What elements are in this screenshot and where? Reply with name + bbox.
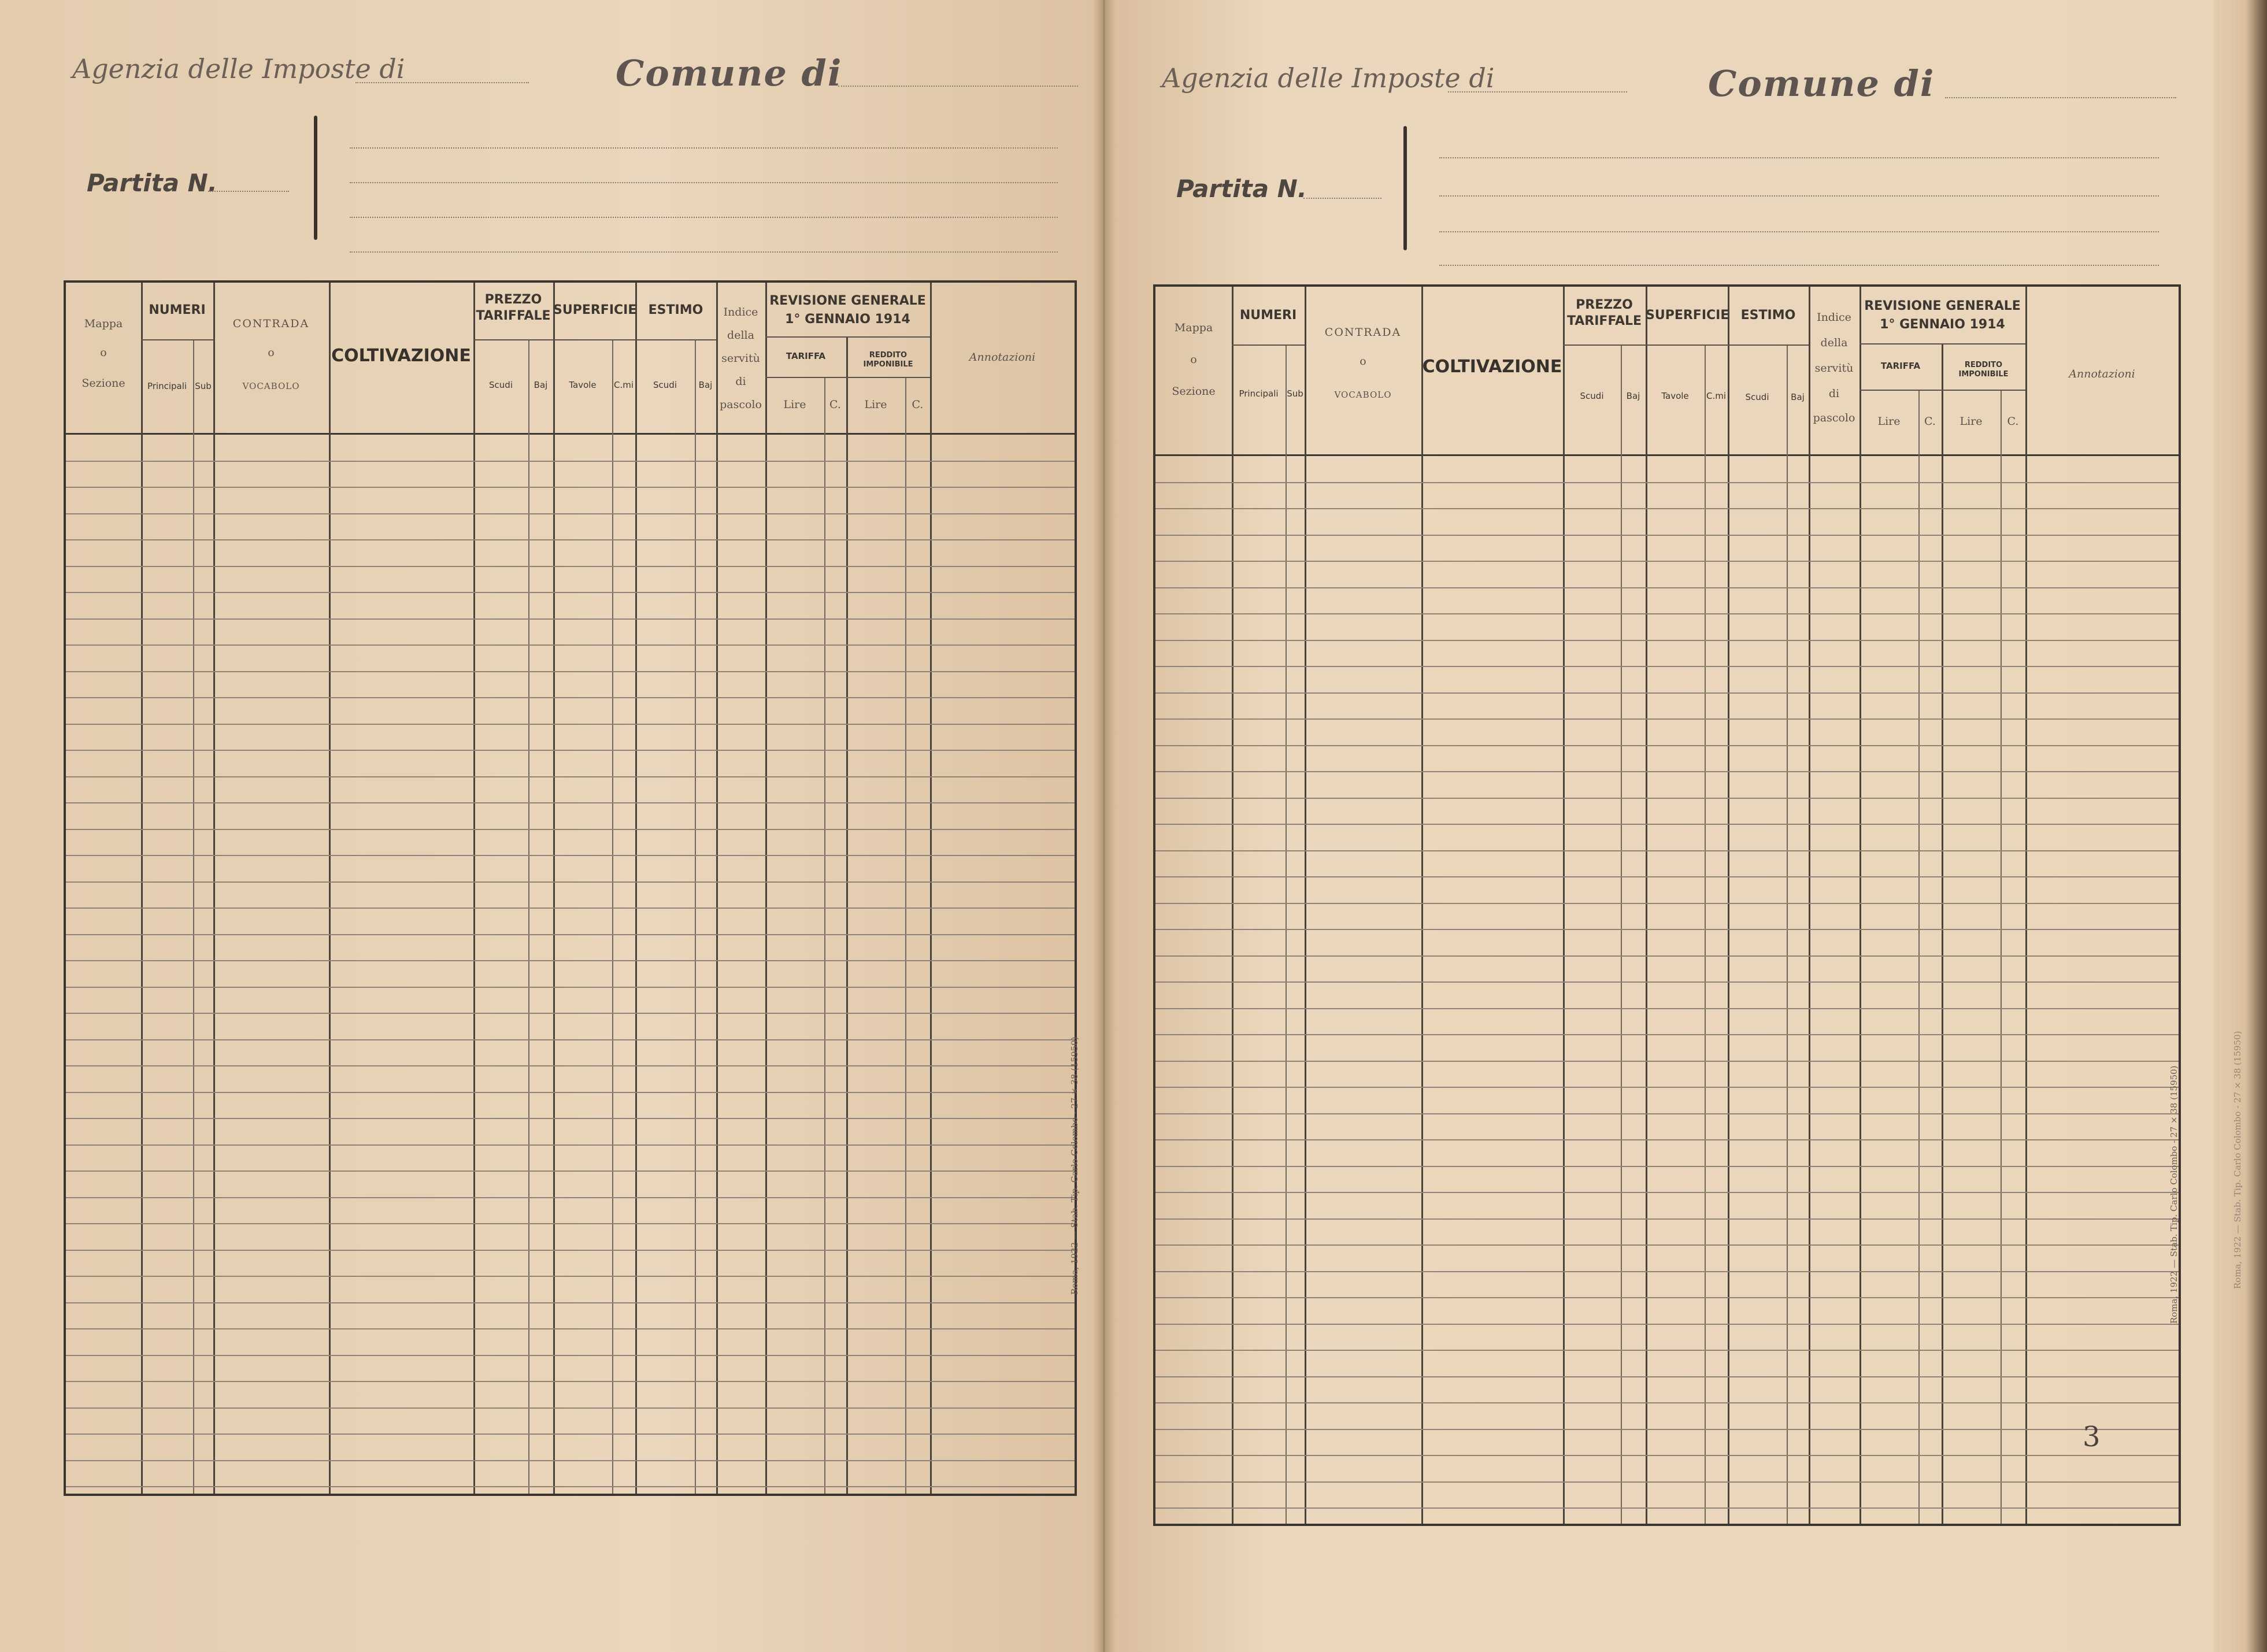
th-o: o (1190, 353, 1197, 366)
ruled-row-line (1155, 613, 2179, 614)
ruled-row-line (66, 1144, 1075, 1146)
ruled-row-line (66, 513, 1075, 514)
sub-rule (765, 336, 930, 338)
ruled-row-line (66, 934, 1075, 935)
th-annotazioni: Annotazioni (969, 351, 1036, 364)
th-scudi: Scudi (1745, 392, 1769, 402)
intestazione-line-right-3 (1439, 231, 2159, 232)
page-number: 3 (2083, 1421, 2101, 1453)
comune-fill-line-left (838, 86, 1078, 87)
ruled-row-line (1155, 1429, 2179, 1430)
ruled-row-line (66, 1302, 1075, 1303)
comune-label-right: Comune di (1708, 62, 1935, 105)
ruled-row-line (1155, 1087, 2179, 1088)
th-baj: Baj (698, 380, 713, 390)
ruled-row-line (1155, 1376, 2179, 1377)
intestazione-line-left-1 (350, 147, 1058, 149)
ruled-row-line (66, 697, 1075, 698)
register-table-right (1153, 284, 2181, 1526)
ruled-row-line (1155, 955, 2179, 957)
intestazione-line-left-2 (350, 182, 1058, 183)
ruled-row-line (66, 1407, 1075, 1409)
th-tavole: Tavole (569, 380, 597, 390)
sub-rule (141, 339, 213, 340)
ruled-row-line (1155, 1324, 2179, 1325)
ruled-row-line (1155, 718, 2179, 720)
th-principali: Principali (1239, 388, 1279, 399)
th-c: C. (2007, 415, 2019, 428)
ruled-row-line (1155, 561, 2179, 562)
th-sub: Sub (1287, 388, 1303, 399)
th-scudi: Scudi (1580, 391, 1604, 401)
ruled-row-line (66, 1381, 1075, 1382)
ruled-row-line (1155, 1350, 2179, 1351)
ruled-row-line (66, 1171, 1075, 1172)
brace-right (1403, 126, 1407, 250)
sub-rule (1563, 345, 1646, 346)
ruled-row-line (66, 461, 1075, 462)
ruled-rows (1155, 455, 2179, 1524)
th-tariffa: TARIFFA (1880, 361, 1921, 371)
th-lire: Lire (864, 398, 887, 411)
ruled-row-line (66, 671, 1075, 672)
th-revisione-generale: REVISIONE GENERALE (1864, 299, 2021, 313)
th-mappa: Mappa (84, 317, 123, 330)
sub-rule (1646, 345, 1728, 346)
ruled-row-line (1155, 640, 2179, 641)
th-cmi: C.mi (613, 380, 634, 390)
ruled-row-line (66, 724, 1075, 725)
ruled-row-line (66, 881, 1075, 883)
partita-label-right: Partita N. (1176, 175, 1307, 203)
ruled-row-line (66, 829, 1075, 830)
th-servitu: servitù (1814, 362, 1854, 375)
book-fold (1092, 0, 1116, 1652)
th-lire: Lire (1959, 415, 1983, 428)
partita-label-left: Partita N. (87, 169, 217, 197)
agenzia-label-right: Agenzia delle Imposte di (1162, 62, 1495, 94)
th-superficie: SUPERFICIE (553, 303, 637, 317)
th-vocabolo: VOCABOLO (242, 381, 300, 391)
ruled-row-line (1155, 929, 2179, 930)
ruled-row-line (66, 960, 1075, 961)
ruled-row-line (66, 1434, 1075, 1435)
ruled-row-line (66, 1039, 1075, 1040)
th-pascolo: pascolo (720, 398, 762, 411)
ruled-row-line (1155, 1034, 2179, 1035)
agenzia-fill-line-left (355, 82, 529, 83)
sub-rule (1859, 390, 2025, 391)
ruled-row-line (66, 1486, 1075, 1487)
ruled-row-line (1155, 1008, 2179, 1009)
agenzia-label-left: Agenzia delle Imposte di (72, 53, 405, 84)
ruled-row-line (1155, 692, 2179, 694)
sub-rule (473, 339, 553, 340)
ruled-row-line (66, 644, 1075, 646)
th-di: di (1828, 387, 1840, 400)
th-o: o (100, 346, 107, 359)
ruled-row-line (66, 1328, 1075, 1329)
th-revisione-data: 1° GENNAIO 1914 (785, 312, 910, 327)
agenzia-fill-line-right (1448, 91, 1627, 92)
intestazione-line-left-4 (350, 251, 1058, 253)
page-edge (2214, 0, 2267, 1652)
ruled-row-line (66, 592, 1075, 593)
th-coltivazione: COLTIVAZIONE (1422, 357, 1562, 377)
ruled-row-line (1155, 1113, 2179, 1114)
th-c: C. (829, 398, 841, 411)
ruled-row-line (1155, 981, 2179, 983)
ruled-row-line (66, 539, 1075, 540)
ruled-row-line (1155, 535, 2179, 536)
ruled-row-line (66, 1118, 1075, 1119)
ruled-row-line (66, 618, 1075, 620)
ruled-row-line (1155, 824, 2179, 825)
th-sub: Sub (195, 381, 212, 391)
sub-rule (765, 377, 930, 378)
ruled-row-line (66, 1276, 1075, 1277)
intestazione-line-right-2 (1439, 195, 2159, 197)
ruled-row-line (66, 855, 1075, 856)
th-annotazioni: Annotazioni (2069, 368, 2135, 380)
th-tariffa: TARIFFA (786, 351, 826, 361)
printer-note-left: Roma, 1922 — Stab. Tip. Carlo Colombo - 27 × 38 (15950) (1069, 1036, 1080, 1295)
comune-fill-line-right (1945, 97, 2176, 98)
ruled-row-line (1155, 482, 2179, 483)
th-vocabolo: VOCABOLO (1334, 390, 1392, 400)
th-indice: Indice (1817, 311, 1851, 324)
th-pascolo: pascolo (1813, 412, 1855, 424)
ruled-row-line (66, 1460, 1075, 1461)
partita-fill-line-left (208, 191, 289, 192)
printer-note-next-leaf: Roma, 1922 — Stab. Tip. Carlo Colombo - 27 × 38 (15950) (2232, 1031, 2243, 1289)
ruled-row-line (66, 776, 1075, 777)
th-baj: Baj (1626, 391, 1640, 401)
ruled-row-line (1155, 771, 2179, 772)
ruled-row-line (1155, 1455, 2179, 1456)
th-sezione: Sezione (1172, 385, 1216, 398)
th-principali: Principali (147, 381, 187, 391)
ruled-row-line (66, 1223, 1075, 1224)
sub-rule (1728, 345, 1809, 346)
ruled-row-line (1155, 508, 2179, 509)
th-cmi: C.mi (1706, 391, 1727, 401)
ruled-row-line (1155, 745, 2179, 746)
th-coltivazione: COLTIVAZIONE (331, 346, 471, 366)
ruled-row-line (66, 908, 1075, 909)
th-revisione-generale: REVISIONE GENERALE (769, 294, 926, 308)
intestazione-line-right-1 (1439, 157, 2159, 158)
intestazione-line-right-4 (1439, 265, 2159, 266)
th-contrada: CONTRADA (232, 317, 310, 330)
comune-label-left: Comune di (616, 52, 843, 94)
th-numeri: NUMERI (149, 303, 206, 317)
th-sezione: Sezione (82, 377, 125, 390)
ruled-row-line (1155, 876, 2179, 877)
ruled-row-line (66, 1250, 1075, 1251)
th-della: della (1820, 336, 1848, 349)
ruled-row-line (1155, 798, 2179, 799)
th-della: della (727, 329, 754, 342)
th-prezzo-tariffale: PREZZO TARIFFALE (1566, 298, 1642, 328)
register-table-left (64, 280, 1077, 1496)
ruled-row-line (1155, 1402, 2179, 1403)
ruled-row-line (1155, 1244, 2179, 1246)
ruled-row-line (66, 487, 1075, 488)
brace-left (314, 116, 317, 240)
ruled-rows (66, 434, 1075, 1494)
sub-rule (635, 339, 716, 340)
ruled-row-line (66, 1092, 1075, 1093)
ruled-row-line (66, 1355, 1075, 1356)
th-baj: Baj (1791, 392, 1805, 402)
sub-rule (1859, 343, 2025, 345)
th-indice: Indice (723, 306, 758, 318)
ruled-row-line (66, 1013, 1075, 1014)
ruled-row-line (1155, 903, 2179, 904)
ruled-row-line (1155, 850, 2179, 851)
th-scudi: Scudi (653, 380, 677, 390)
th-di: di (735, 375, 746, 388)
th-o2: o (268, 346, 275, 359)
sub-rule (553, 339, 635, 340)
th-reddito-imponibile: REDDITO IMPONIBILE (863, 351, 913, 369)
ruled-row-line (66, 1197, 1075, 1198)
ruled-row-line (66, 987, 1075, 988)
printer-note-right: Roma, 1922 — Stab. Tip. Carlo Colombo - 27 × 38 (15950) (2169, 1065, 2179, 1324)
ruled-row-line (1155, 1271, 2179, 1272)
th-revisione-data: 1° GENNAIO 1914 (1880, 317, 2005, 332)
ruled-row-line (1155, 1139, 2179, 1140)
ruled-row-line (1155, 587, 2179, 588)
th-contrada: CONTRADA (1324, 326, 1402, 339)
sub-rule (1232, 345, 1305, 346)
ruled-row-line (1155, 1166, 2179, 1167)
th-reddito-imponibile: REDDITO IMPONIBILE (1958, 361, 2009, 379)
ruled-row-line (66, 802, 1075, 803)
ruled-row-line (1155, 666, 2179, 667)
intestazione-line-left-3 (350, 217, 1058, 218)
ruled-row-line (1155, 1297, 2179, 1298)
th-o2: o (1360, 355, 1366, 368)
th-c: C. (912, 398, 924, 411)
ruled-row-line (66, 750, 1075, 751)
ruled-row-line (66, 1065, 1075, 1066)
ruled-row-line (1155, 1507, 2179, 1509)
th-superficie: SUPERFICIE (1646, 308, 1729, 323)
ruled-row-line (1155, 1192, 2179, 1193)
th-lire: Lire (783, 398, 806, 411)
ruled-row-line (1155, 1061, 2179, 1062)
th-estimo: ESTIMO (648, 303, 703, 317)
ruled-row-line (1155, 1481, 2179, 1483)
th-numeri: NUMERI (1239, 308, 1297, 323)
th-servitu: servitù (721, 352, 760, 365)
th-mappa: Mappa (1174, 321, 1213, 334)
th-scudi: Scudi (489, 380, 513, 390)
th-lire: Lire (1877, 415, 1901, 428)
th-tavole: Tavole (1661, 391, 1689, 401)
ruled-row-line (66, 566, 1075, 567)
th-prezzo-tariffale: PREZZO TARIFFALE (476, 292, 551, 323)
th-estimo: ESTIMO (1740, 308, 1796, 323)
ruled-row-line (1155, 1218, 2179, 1220)
th-baj: Baj (534, 380, 548, 390)
th-c: C. (1924, 415, 1936, 428)
partita-fill-line-right (1303, 198, 1381, 199)
